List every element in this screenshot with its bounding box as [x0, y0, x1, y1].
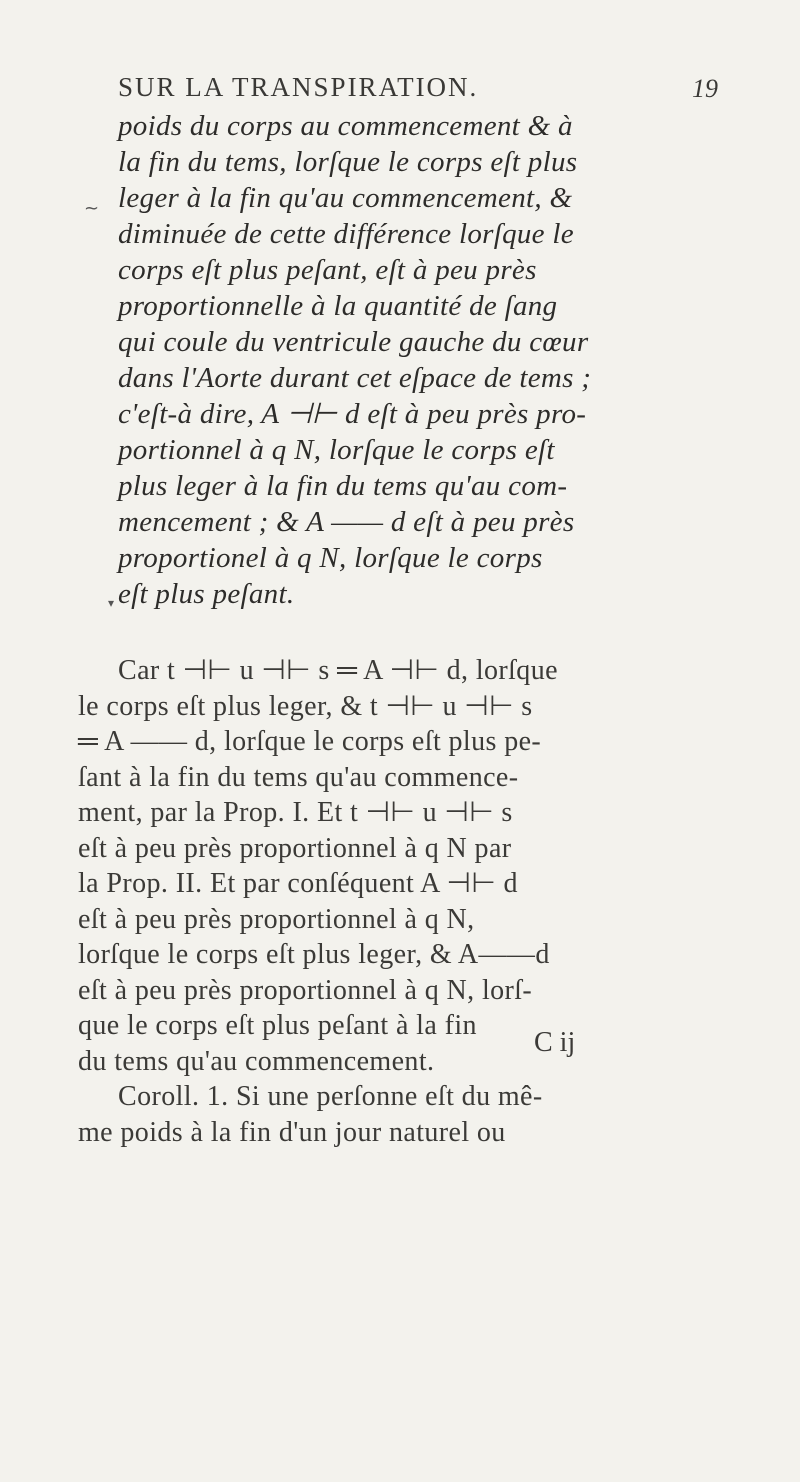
text-line: eſt plus peſant.: [118, 578, 295, 610]
text-line: mencement ; & A —— d eſt à peu près: [118, 506, 575, 538]
text-line: proportionnelle à la quantité de ſang: [118, 290, 558, 322]
text-line: Coroll. 1. Si une perſonne eſt du mê-: [118, 1081, 543, 1112]
text-line: poids du corps au commencement & à: [118, 110, 573, 142]
text-line: plus leger à la fin du tems qu'au com-: [118, 470, 568, 502]
text-line: leger à la fin qu'au commencement, &: [118, 182, 573, 214]
text-line: ſant à la fin du tems qu'au commence-: [78, 761, 519, 793]
running-title: SUR LA TRANSPIRATION.: [118, 72, 479, 102]
margin-arrow-mark: ▾: [108, 596, 115, 610]
margin-tilde-mark: ~: [84, 198, 100, 219]
roman-paragraph: [78, 653, 718, 1150]
text-line: diminuée de cette différence lorſque le: [118, 218, 574, 250]
text-line: que le corps eſt plus peſant à la fin: [78, 1010, 477, 1041]
text-line: dans l'Aorte durant cet eſpace de tems ;: [118, 362, 592, 394]
text-line: lorſque le corps eſt plus leger, & A——d: [78, 939, 550, 970]
text-line: qui coule du ventricule gauche du cœur: [118, 326, 589, 358]
text-line: le corps eſt plus leger, & t ⊣⊢ u ⊣⊢ s: [78, 690, 533, 722]
text-line: du tems qu'au commencement.: [78, 1045, 435, 1077]
text-line: proportionel à q N, lorſque le corps: [118, 542, 543, 574]
text-line: Car t ⊣⊢ u ⊣⊢ s ═ A ⊣⊢ d, lorſque: [118, 655, 558, 686]
text-line: la fin du tems, lorſque le corps eſt plus: [118, 146, 578, 178]
page-number: 19: [692, 74, 718, 103]
text-line: ment, par la Prop. I. Et t ⊣⊢ u ⊣⊢ s: [78, 797, 513, 828]
page-header: [118, 68, 718, 108]
text-line: eſt à peu près proportionnel à q N,: [78, 903, 475, 935]
signature-mark: C ij: [534, 1027, 576, 1058]
text-line: eſt à peu près proportionnel à q N par: [78, 832, 512, 864]
text-line: portionnel à q N, lorſque le corps eſt: [118, 434, 555, 466]
text-line: ═ A —— d, lorſque le corps eſt plus pe-: [78, 726, 542, 757]
text-line: me poids à la fin d'un jour naturel ou: [78, 1116, 506, 1148]
text-line: eſt à peu près proportionnel à q N, lorſ-: [78, 974, 533, 1006]
text-line: la Prop. II. Et par conſéquent A ⊣⊢ d: [78, 868, 518, 899]
italic-paragraph: [118, 108, 718, 612]
text-line: corps eſt plus peſant, eſt à peu près: [118, 254, 537, 286]
text-line: c'eſt-à dire, A ⊣⊢ d eſt à peu près pro-: [118, 398, 587, 430]
